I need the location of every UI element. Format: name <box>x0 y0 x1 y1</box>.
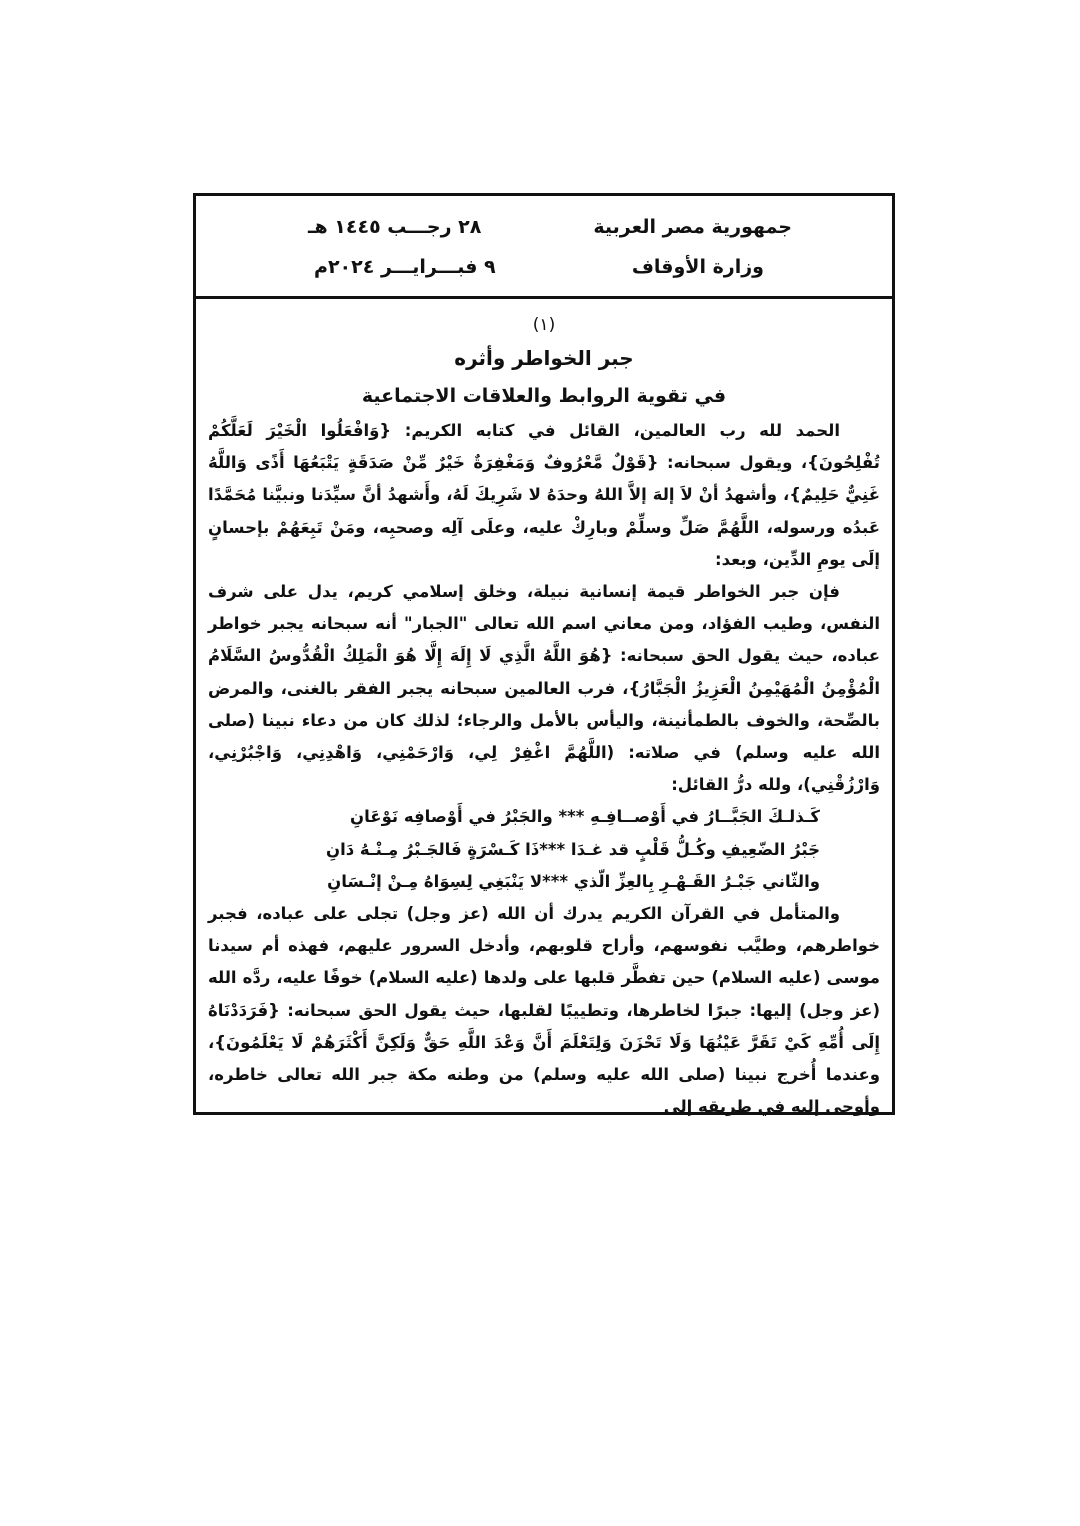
paragraph-intro: الحمد لله رب العالمين، القائل في كتابه الكريم: {وَافْعَلُوا الْخَيْرَ لَعَلَّكُمْ تُفْلِحُونَ}، ويقول سبحانه: {قَوْلٌ مَّعْرُوفٌ وَمَغْفِرَةٌ خَيْرٌ مِّنْ صَدَقَةٍ يَتْبَعُهَا أَذًى وَاللَّهُ غَنِيٌّ حَلِيمٌ}، وأشهدُ أنْ لاَ إلهَ إلاَّ اللهُ وحدَهُ لا شَرِيكَ لَهُ، وأَشهدُ أنَّ سيِّدَنا ونبيَّنا مُحَمَّدًا عَبدُه ورسوله، اللَّهُمَّ صَلِّ وسلِّمْ وبارِكْ عليه، وعلَى آلِه وصحبِه، ومَنْ تَبِعَهُمْ بإحسانٍ إلَى يومِ الدِّين، وبعد: <box>208 421 880 569</box>
gregorian-date: ٩ فبـــرايـــر ٢٠٢٤م <box>314 256 496 278</box>
article-number: (١) <box>532 315 556 335</box>
poem-verse: والثّاني جَبْـرُ القَـهْـرِ بِالعِزِّ الّذي ***لا يَنْبَغِي لِسِوَاهُ مِـنْ إنْـسَانِ <box>327 871 820 891</box>
poem <box>208 801 880 898</box>
ministry-name: وزارة الأوقاف <box>631 256 764 278</box>
paragraph-quran-reflection: والمتأمل في القرآن الكريم يدرك أن الله (عز وجل) تجلى على عباده، فجبر خواطرهم، وطيَّب نفوسهم، وأراح قلوبهم، وأدخل السرور عليهم، فهذه أم سيدنا موسى (عليه السلام) حين تفطَّر قلبها على ولدها (عليه السلام) خوفًا عليه، ردَّه الله (عز وجل) إليها: جبرًا لخاطرها، وتطييبًا لقلبها، حيث يقول الحق سبحانه: {فَرَدَدْنَاهُ إِلَى أُمِّهِ كَيْ تَقَرَّ عَيْنُهَا وَلَا تَحْزَنَ وَلِتَعْلَمَ أَنَّ وَعْدَ اللَّهِ حَقٌّ وَلَكِنَّ أَكْثَرَهُمْ لَا يَعْلَمُونَ}، وعندما أُخرج نبينا (صلى الله عليه وسلم) من وطنه مكة جبر الله تعالى خاطره، وأوحى إليه في طريقه إلى <box>208 904 880 1117</box>
document-body <box>196 299 892 1123</box>
article-title: جبر الخواطر وأثره <box>454 346 634 370</box>
country-name: جمهورية مصر العربية <box>593 216 792 238</box>
document-frame <box>193 193 895 1115</box>
hijri-date: ٢٨ رجـــب ١٤٤٥ هـ <box>308 216 482 238</box>
article-subtitle: في تقوية الروابط والعلاقات الاجتماعية <box>361 385 727 407</box>
document-header <box>196 196 892 299</box>
poem-verse: كَـذلـكَ الجَبَّــارُ في أَوْصــافِـهِ *** والجَبْرُ في أَوْصافِه نَوْعَانِ <box>350 807 820 827</box>
paragraph-meaning: فإن جبر الخواطر قيمة إنسانية نبيلة، وخلق إسلامي كريم، يدل على شرف النفس، وطيب الفؤاد، ومن معاني اسم الله تعالى "الجبار" أنه سبحانه يجبر خواطر عباده، حيث يقول الحق سبحانه: {هُوَ اللَّهُ الَّذِي لَا إِلَهَ إِلَّا هُوَ الْمَلِكُ الْقُدُّوسُ السَّلَامُ الْمُؤْمِنُ الْمُهَيْمِنُ الْعَزِيزُ الْجَبَّارُ}، فرب العالمين سبحانه يجبر الفقر بالغنى، والمرض بالصِّحة، والخوف بالطمأنينة، واليأس بالأمل والرجاء؛ لذلك كان من دعاء نبينا (صلى الله عليه وسلم) في صلاته: (اللَّهُمَّ اغْفِرْ لِي، وَارْحَمْنِي، وَاهْدِنِي، وَاجْبُرْنِي، وَارْزُقْنِي)، ولله درُّ القائل: <box>208 582 880 795</box>
poem-verse: جَبْرُ الضّعِيفِ وكُـلُّ قَلْبٍ قد غـدَا ***ذَا كَـسْرَةٍ فَالجَـبْرُ مِـنْـهُ دَانِ <box>325 839 820 859</box>
